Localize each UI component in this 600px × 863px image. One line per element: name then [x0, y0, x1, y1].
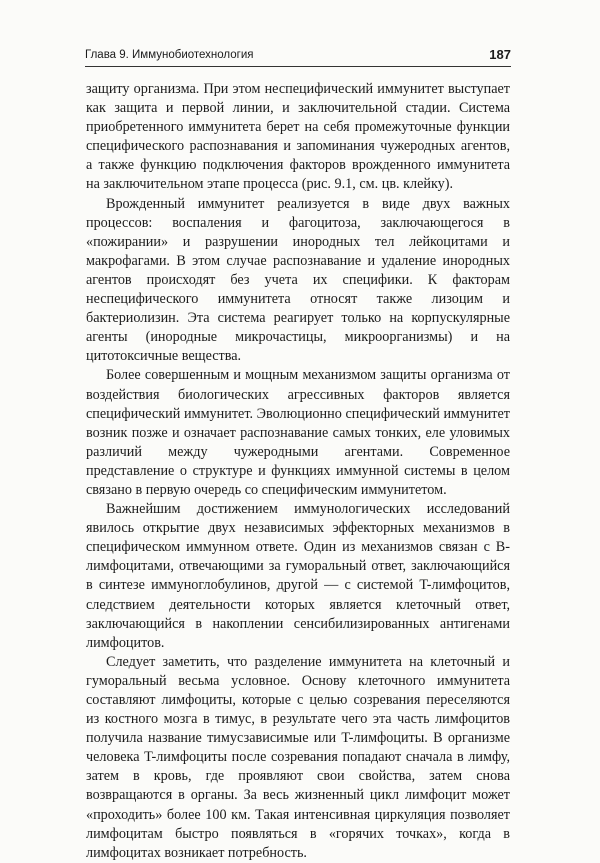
- paragraph-4: Важнейшим достижением иммунологических исследований явилось открытие двух независимых эффекторных механизмов в специфическом иммунном ответе. Один из механизмов связан с B-лимфоцитами, отвечающими за гуморальный ответ, заключающийся в синтезе иммуноглобулинов, другой — с системой T-лимфоцитов, следствием деятельности которых является клеточный ответ, заключающийся в накоплении сенсибилизированных антигенами лимфоцитов.: [86, 501, 510, 651]
- page-number: 187: [489, 47, 511, 62]
- chapter-title: Глава 9. Иммунобиотехнология: [85, 49, 254, 61]
- paragraph-2: Врожденный иммунитет реализуется в виде двух важных процессов: воспаления и фагоцитоза, заключающегося в «пожирании» и разрушении инородных тел лейкоцитами и макрофагами. В этом случае распознавание и удаление инородных агентов происходят без учета их специфики. К факторам неспецифического иммунитета относят также лизоцим и бактериолизин. Эта система реагирует только на корпускулярные агенты (инородные микрочастицы, микроорганизмы) и на цитотоксичные вещества.: [86, 195, 510, 365]
- paragraph-3: Более совершенным и мощным механизмом защиты организма от воздействия биологических агрессивных факторов является специфический иммунитет. Эволюционно специфический иммунитет возник позже и означает распознавание самых тонких, еле уловимых различий между чужеродными агентами. Современное представление о структуре и функциях иммунной системы в целом связано в первую очередь со специфическим иммунитетом.: [86, 367, 510, 498]
- paragraph-5: Следует заметить, что разделение иммунитета на клеточный и гуморальный весьма условное. Основу клеточного иммунитета составляют лимфоциты, которые с целью созревания переселяются из костного мозга в тимус, в результате чего эта часть лимфоцитов получила название тимусзависимые или T-лимфоциты. В организме человека T-лимфоциты после созревания попадают сначала в лимфу, затем в кровь, где проявляют свои свойства, затем снова возвращаются в органы. За весь жизненный цикл лимфоцит может «проходить» более 100 км. Такая интенсивная циркуляция позволяет лимфоцитам быстро появляться в «горячих точках», когда в лимфоцитах возникает потребность.: [86, 653, 510, 861]
- running-header: [85, 44, 511, 66]
- header-rule: [85, 66, 511, 67]
- paragraph-1: защиту организма. При этом неспецифический иммунитет выступает как защита и первой линии, и заключительной стадии. Система приобретенного иммунитета берет на себя промежуточные функции специфического распознавания и запоминания чужеродных агентов, а также функцию подключения факторов врожденного иммунитета на заключительном этапе процесса (рис. 9.1, см. цв. клейку).: [86, 81, 510, 193]
- body-text: [86, 80, 510, 863]
